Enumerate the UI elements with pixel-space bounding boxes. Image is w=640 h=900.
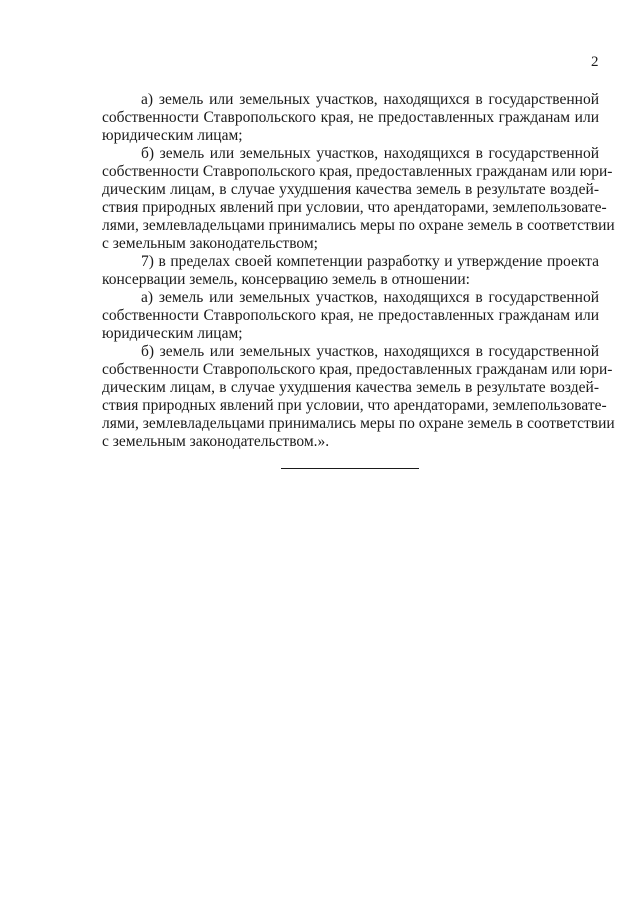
text-line: юридическим лицам;	[102, 127, 243, 144]
text-line: ствия природных явлений при условии, что арендаторами, землепользовате-	[102, 397, 607, 414]
text-line: б) земель или земельных участков, находящихся в государственной	[141, 343, 599, 360]
text-line: с земельным законодательством;	[102, 235, 318, 252]
text-line: с земельным законодательством.».	[102, 433, 330, 450]
end-of-document-rule	[281, 468, 419, 469]
text-line: а) земель или земельных участков, находящихся в государственной	[141, 289, 599, 306]
text-line: юридическим лицам;	[102, 325, 243, 342]
text-line: 7) в пределах своей компетенции разработку и утверждение проекта	[141, 253, 599, 270]
text-line: дическим лицам, в случае ухудшения качества земель в результате воздей-	[102, 181, 599, 198]
text-line: консервации земель, консервацию земель в отношении:	[102, 271, 470, 288]
text-line: лями, землевладельцами принимались меры по охране земель в соответствии	[102, 415, 615, 432]
page-number: 2	[591, 54, 599, 70]
text-line: собственности Ставропольского края, не предоставленных гражданам или	[102, 307, 599, 324]
text-line: собственности Ставропольского края, не предоставленных гражданам или	[102, 109, 599, 126]
text-line: собственности Ставропольского края, предоставленных гражданам или юри-	[102, 361, 613, 378]
text-line: дическим лицам, в случае ухудшения качества земель в результате воздей-	[102, 379, 599, 396]
text-line: лями, землевладельцами принимались меры по охране земель в соответствии	[102, 217, 615, 234]
text-line: собственности Ставропольского края, предоставленных гражданам или юри-	[102, 163, 613, 180]
text-line: а) земель или земельных участков, находящихся в государственной	[141, 91, 599, 108]
text-line: ствия природных явлений при условии, что арендаторами, землепользовате-	[102, 199, 607, 216]
text-line: б) земель или земельных участков, находящихся в государственной	[141, 145, 599, 162]
